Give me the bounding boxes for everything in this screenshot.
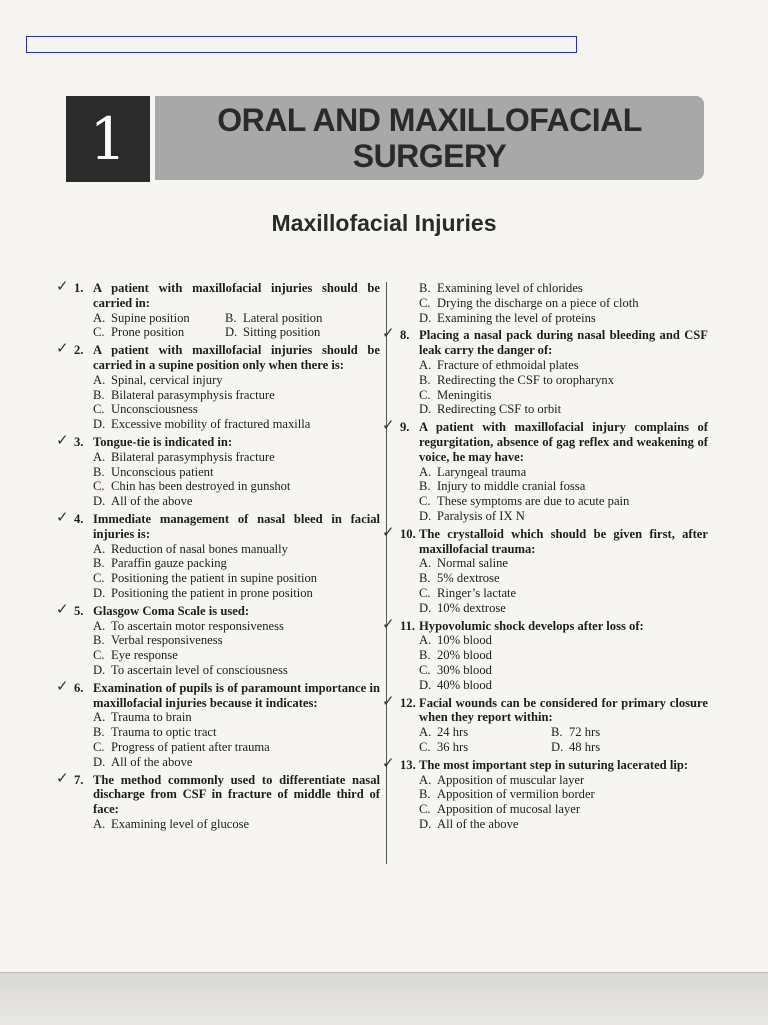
question-stem [74,773,380,817]
answer-option [74,817,380,832]
question-stem [74,435,380,450]
option-letter: D. [93,754,106,769]
question-text: A patient with maxillofacial injuries should be carried in: [93,281,380,310]
answer-option [74,663,380,678]
check-mark-icon: ✓ [56,430,69,449]
option-text: Paralysis of IX N [437,508,525,523]
option-letter: D. [93,585,106,600]
option-letter: D. [419,508,432,523]
option-text: Apposition of mucosal layer [437,802,581,817]
option-text: Drying the discharge on a piece of cloth [437,295,639,310]
option-letter: B. [93,387,105,402]
answer-option [400,296,708,311]
answer-option [74,542,380,557]
option-letter: C. [419,739,431,754]
question-item [382,324,708,417]
check-mark-icon: ✓ [382,416,395,435]
option-letter: B. [93,725,105,740]
answer-option [74,494,380,509]
question-stem [74,604,380,619]
answer-option [400,817,708,832]
option-text: Supine position [111,310,190,325]
option-letter: B. [419,479,431,494]
option-letter: A. [93,372,106,387]
question-text: The most important step in suturing lacerated lip: [419,757,689,772]
answer-option [400,773,708,788]
answer-option [400,402,708,417]
option-letter: C. [419,494,431,509]
question-stem [74,281,380,311]
answer-option [400,802,708,817]
answer-option [74,633,380,648]
option-letter: A. [419,464,432,479]
answer-option [74,556,380,571]
answer-option [551,740,683,755]
option-text: Fracture of ethmoidal plates [437,357,579,372]
option-letter: B. [93,556,105,571]
option-letter: A. [93,541,106,556]
question-item [382,753,708,832]
option-letter: A. [419,357,432,372]
question-text: The crystalloid which should be given first, after maxillofacial trauma: [419,526,708,556]
option-letter: D. [225,325,238,340]
option-text: Positioning the patient in supine position [111,571,318,586]
check-mark-icon: ✓ [382,522,395,541]
option-letter: A. [419,633,432,648]
option-letter: B. [419,648,431,663]
option-text: All of the above [111,494,193,509]
answer-option [400,633,708,648]
option-letter: D. [93,417,106,432]
option-letter: C. [93,402,105,417]
chapter-number-badge [66,96,150,182]
check-mark-icon: ✓ [56,676,69,695]
option-text: Reduction of nasal bones manually [111,541,288,556]
question-item [382,522,708,616]
answer-option [400,373,708,388]
question-item [382,691,708,755]
answer-option [400,479,708,494]
check-mark-icon: ✓ [382,753,395,772]
option-text: Injury to middle cranial fossa [437,479,586,494]
answer-option [400,663,708,678]
option-letter: C. [93,739,105,754]
option-letter: B. [419,281,431,295]
continued-options [400,281,708,325]
option-text: To ascertain motor responsiveness [111,618,284,633]
question-number: 5. [74,603,84,618]
option-text: 24 hrs [437,725,469,740]
question-stem [74,512,380,542]
option-letter: B. [551,725,563,740]
option-letter: D. [419,816,432,831]
option-row [74,325,380,340]
answer-option [74,648,380,663]
answer-option [74,586,380,601]
question-text: A patient with maxillofacial injuries should be carried in a supine position only when there is: [93,343,380,372]
option-letter: C. [419,295,431,310]
answer-option [74,388,380,403]
question-number: 2. [74,343,84,358]
question-number: 11. [400,618,416,633]
answer-option [400,678,708,693]
option-letter: B. [93,633,105,648]
option-text: Examining level of chlorides [437,281,583,295]
answer-option [400,787,708,802]
answer-option [74,450,380,465]
chapter-number: 1 [89,105,127,173]
question-stem [400,328,708,358]
question-text: Tongue-tie is indicated in: [93,434,233,449]
option-text: 30% blood [437,662,492,677]
column-divider [386,282,387,864]
answer-option [400,571,708,586]
question-stem [400,696,708,726]
question-number: 4. [74,511,84,526]
option-letter: C. [419,585,431,600]
question-number: 10. [400,526,416,541]
option-row [400,725,708,740]
answer-option [74,373,380,388]
option-letter: D. [419,600,432,615]
option-letter: C. [419,387,431,402]
question-stem [400,619,708,634]
option-text: Redirecting the CSF to oropharynx [437,372,614,387]
option-text: To ascertain level of consciousness [111,662,288,677]
page-bottom-edge [0,972,768,1025]
question-item [56,599,380,678]
option-text: Progress of patient after trauma [111,739,270,754]
option-text: 40% blood [437,677,492,692]
option-text: Spinal, cervical injury [111,372,223,387]
answer-option [400,311,708,326]
check-mark-icon: ✓ [382,324,395,343]
option-letter: D. [419,310,432,325]
option-letter: C. [419,662,431,677]
question-item [56,339,380,432]
option-text: Excessive mobility of fractured maxilla [111,417,311,432]
answer-option [93,311,225,326]
question-stem [400,758,708,773]
option-text: Apposition of muscular layer [437,772,585,787]
chapter-title-banner [155,96,704,180]
answer-option [419,740,551,755]
answer-option [74,619,380,634]
option-letter: C. [93,325,105,340]
option-text: Trauma to brain [111,710,192,725]
option-text: All of the above [111,754,193,769]
option-text: Prone position [111,325,185,340]
question-text: A patient with maxillofacial injury complains of regurgitation, absence of gag reflex and weakening of voice, he may have: [419,420,708,464]
question-number: 7. [74,772,84,787]
option-letter: A. [419,772,432,787]
question-number: 1. [74,281,84,295]
option-letter: C. [93,479,105,494]
question-item [382,416,708,524]
option-text: Meningitis [437,387,492,402]
question-text: The method commonly used to differentiate nasal discharge from CSF in fracture of middle third of face: [93,772,380,817]
left-column [56,277,380,835]
check-mark-icon: ✓ [56,339,69,358]
question-number: 13. [400,757,416,772]
option-row [400,740,708,755]
answer-option [419,725,551,740]
option-letter: A. [93,449,106,464]
question-number: 9. [400,420,410,435]
question-item [56,507,380,601]
option-text: Chin has been destroyed in gunshot [111,479,291,494]
option-text: Sitting position [243,325,321,340]
question-item [56,768,380,832]
right-column [382,281,708,835]
option-text: Examining the level of proteins [437,310,596,325]
option-letter: A. [419,556,432,571]
question-item [56,676,380,770]
question-text: Examination of pupils is of paramount importance in maxillofacial injuries because it indicates: [93,680,380,710]
chapter-title-line1: ORAL AND MAXILLOFACIAL [217,102,642,138]
option-letter: B. [225,310,237,325]
option-text: Ringer’s lactate [437,585,517,600]
check-mark-icon: ✓ [56,599,69,618]
check-mark-icon: ✓ [56,507,69,526]
option-row [74,311,380,326]
question-text: Facial wounds can be considered for primary closure when they report within: [419,695,708,725]
option-text: All of the above [437,816,519,831]
option-text: Redirecting CSF to orbit [437,402,562,417]
answer-option [400,601,708,616]
option-text: Unconscious patient [111,464,214,479]
question-item [56,430,380,509]
option-letter: B. [419,571,431,586]
answer-option [74,465,380,480]
answer-option [400,648,708,663]
check-mark-icon: ✓ [382,691,395,710]
answer-option [74,740,380,755]
answer-option [400,281,708,296]
answer-option [400,358,708,373]
option-letter: D. [419,402,432,417]
chapter-title-line2: SURGERY [352,138,507,174]
question-text: Placing a nasal pack during nasal bleeding and CSF leak carry the danger of: [419,328,708,358]
section-title: Maxillofacial Injuries [271,210,497,236]
answer-option [74,710,380,725]
option-text: Examining level of glucose [111,816,250,831]
question-text: Immediate management of nasal bleed in facial injuries is: [93,511,380,541]
option-text: Normal saline [437,556,508,571]
option-text: Lateral position [243,310,323,325]
answer-option [74,417,380,432]
answer-option [400,556,708,571]
question-stem [400,420,708,464]
answer-option [400,388,708,403]
answer-option [400,586,708,601]
answer-option [225,325,357,340]
question-number: 8. [400,328,410,343]
answer-option [74,755,380,770]
question-item [382,614,708,693]
option-text: 10% dextrose [437,600,506,615]
answer-option [93,325,225,340]
question-number: 6. [74,680,84,695]
option-letter: A. [93,710,106,725]
option-letter: B. [93,464,105,479]
option-text: 72 hrs [569,725,601,740]
option-text: Verbal responsiveness [111,633,223,648]
answer-option [74,402,380,417]
option-text: 20% blood [437,648,492,663]
check-mark-icon: ✓ [56,277,69,295]
answer-option [74,571,380,586]
question-stem [400,527,708,557]
check-mark-icon: ✓ [382,614,395,633]
option-text: Positioning the patient in prone position [111,585,313,600]
option-text: 10% blood [437,633,492,648]
option-letter: C. [419,802,431,817]
answer-option [74,725,380,740]
question-text: Glasgow Coma Scale is used: [93,603,250,618]
option-letter: D. [93,494,106,509]
option-letter: D. [551,739,564,754]
option-text: Trauma to optic tract [111,725,217,740]
option-text: 5% dextrose [437,571,500,586]
option-letter: A. [93,310,106,325]
question-stem [74,681,380,711]
check-mark-icon: ✓ [56,768,69,787]
selection-box [26,36,577,53]
question-item [56,277,380,340]
answer-option [400,509,708,524]
option-text: Apposition of vermilion border [437,787,595,802]
option-letter: A. [93,618,106,633]
option-text: 48 hrs [569,739,601,754]
option-text: These symptoms are due to acute pain [437,494,630,509]
answer-option [400,494,708,509]
option-text: Eye response [111,648,178,663]
question-number: 12. [400,695,416,710]
option-letter: C. [93,571,105,586]
answer-option [74,479,380,494]
answer-option [225,311,357,326]
option-letter: B. [419,787,431,802]
option-text: Bilateral parasymphysis fracture [111,449,275,464]
option-text: Laryngeal trauma [437,464,527,479]
answer-option [400,465,708,480]
question-text: Hypovolumic shock develops after loss of: [419,618,644,633]
question-number: 3. [74,434,84,449]
option-text: Bilateral parasymphysis fracture [111,387,275,402]
option-letter: A. [93,816,106,831]
option-text: Paraffin gauze packing [111,556,227,571]
option-letter: D. [419,677,432,692]
option-letter: C. [93,648,105,663]
question-stem [74,343,380,373]
option-letter: D. [93,662,106,677]
option-letter: A. [419,725,432,740]
answer-option [551,725,683,740]
option-text: 36 hrs [437,739,469,754]
option-text: Unconsciousness [111,402,198,417]
option-letter: B. [419,372,431,387]
